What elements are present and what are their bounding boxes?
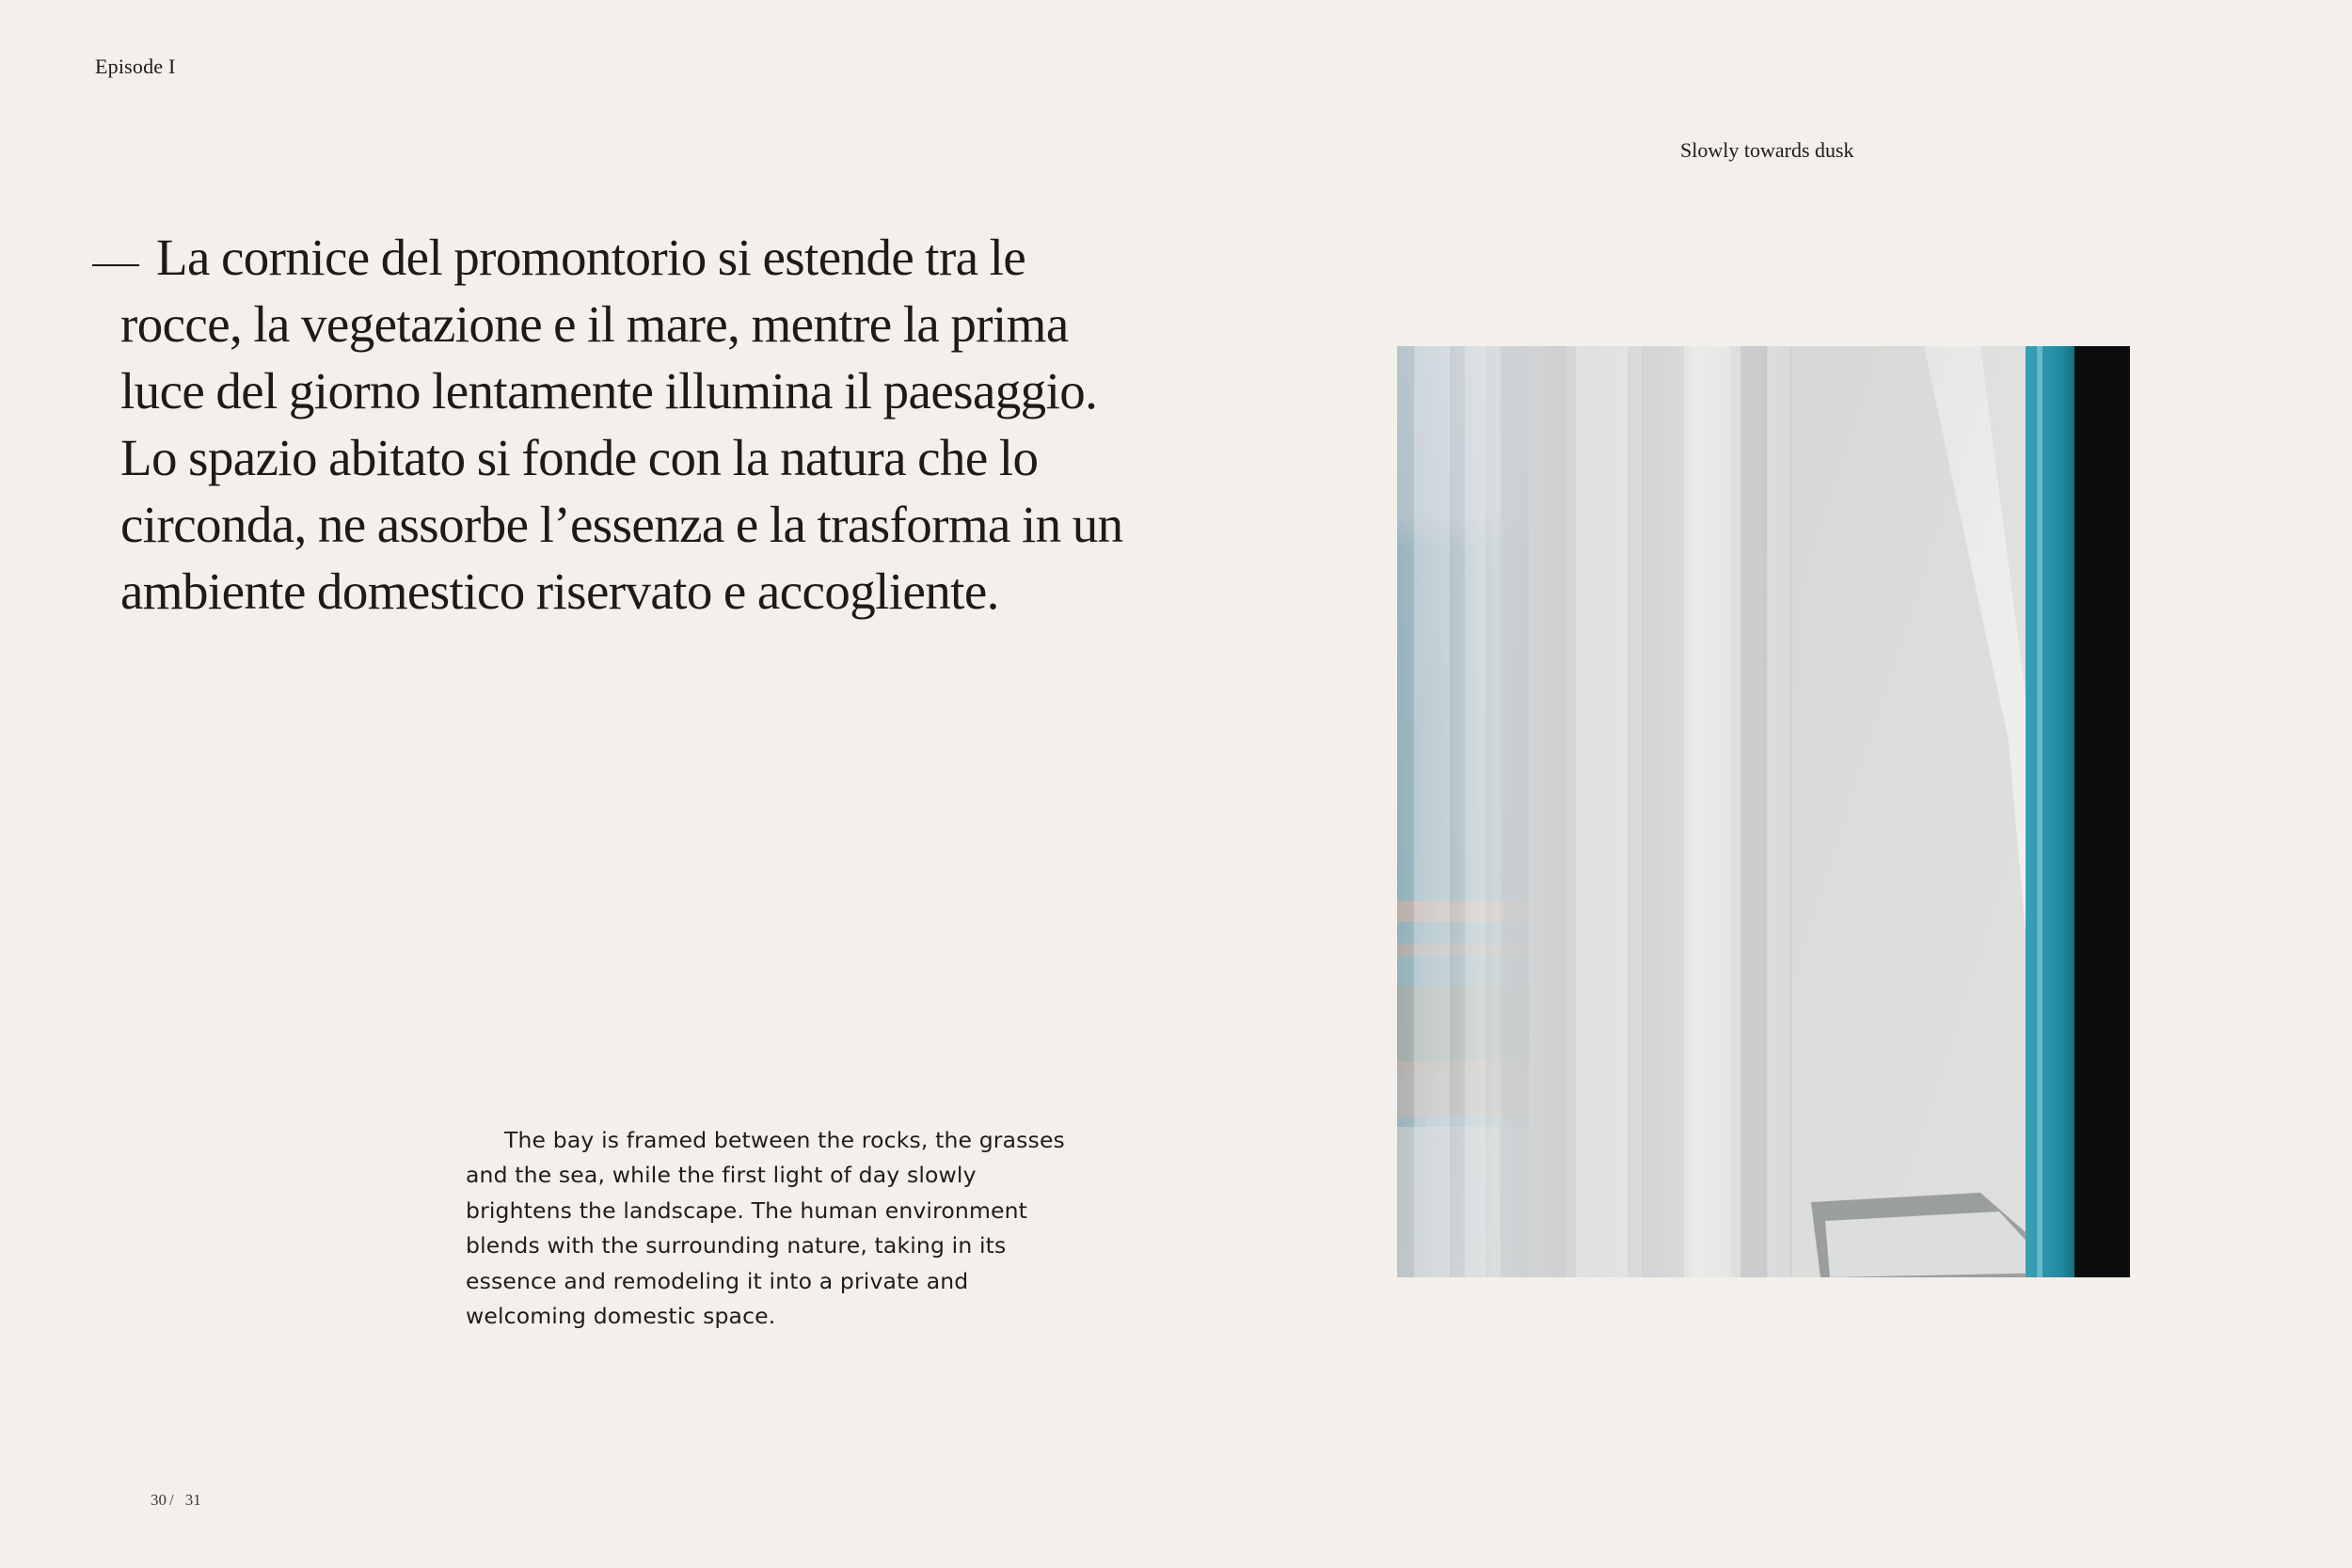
image-caption: Slowly towards dusk xyxy=(1680,138,1854,162)
page-separator: / xyxy=(169,1491,174,1509)
lead-line xyxy=(92,224,1089,291)
window-photo xyxy=(1397,346,2130,1277)
em-dash-rule xyxy=(92,264,139,266)
lead-line: ambiente domestico riservato e accogliente. xyxy=(120,562,999,620)
left-page-number: 30 xyxy=(151,1491,167,1509)
lead-line: luce del giorno lentamente illumina il paesaggio. xyxy=(120,362,1098,420)
lead-line-text: La cornice del promontorio si estende tra le xyxy=(156,229,1026,286)
body-paragraph: The bay is framed between the rocks, the grasses and the sea, while the first light of day slowly brightens the landscape. The human environment blends with the surrounding nature, taking in its essence and remodeling it into a private and welcoming domestic space. xyxy=(466,1126,1065,1330)
lead-line: Lo spazio abitato si fonde con la natura che lo xyxy=(120,429,1039,486)
right-page-number: 31 xyxy=(184,1491,201,1509)
episode-label: Episode I xyxy=(95,55,176,78)
page-numbers xyxy=(151,1491,201,1510)
window-photo-illustration xyxy=(1397,346,2130,1277)
lead-line: rocce, la vegetazione e il mare, mentre la prima xyxy=(120,295,1069,353)
lead-line: circonda, ne assorbe l’essenza e la trasforma in un xyxy=(120,496,1123,553)
lead-paragraph xyxy=(92,224,1123,625)
